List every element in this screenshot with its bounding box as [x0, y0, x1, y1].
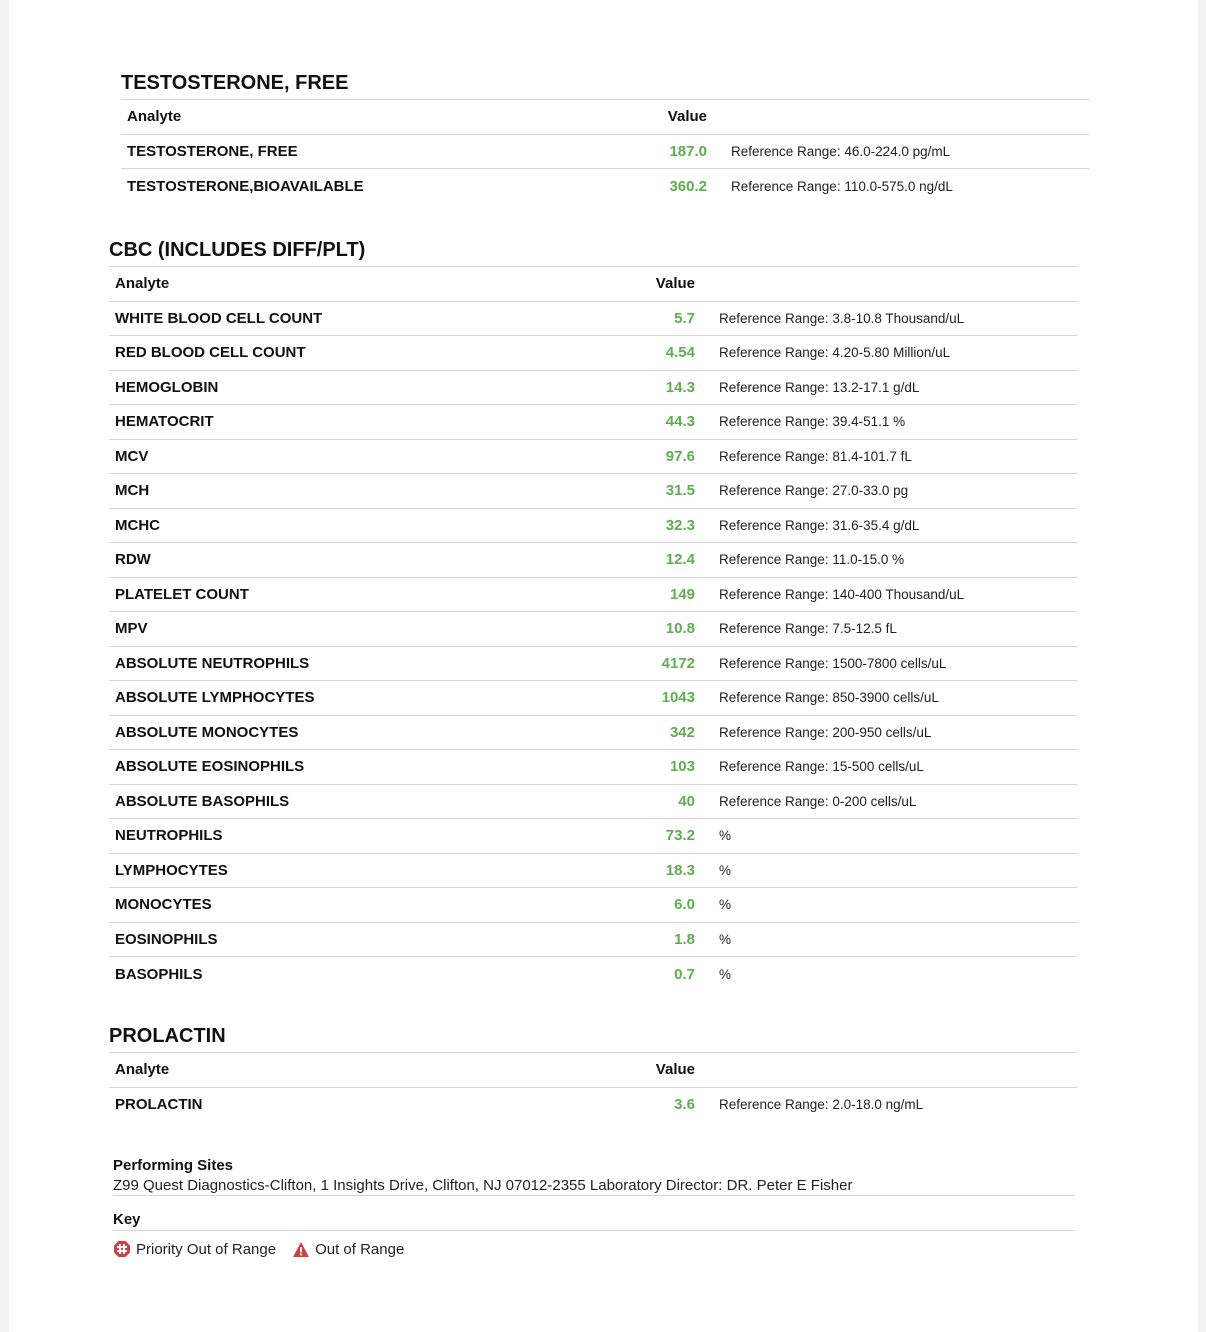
- analyte-name: HEMOGLOBIN: [115, 378, 219, 396]
- legend-item-priority: [113, 1240, 276, 1258]
- table-row: [109, 716, 1077, 751]
- table-header-row: [109, 1053, 1077, 1088]
- reference-range: %: [719, 897, 732, 913]
- table-row: [109, 302, 1077, 337]
- analyte-name: ABSOLUTE LYMPHOCYTES: [115, 689, 315, 707]
- analyte-value: 1.8: [674, 930, 695, 948]
- reference-range: Reference Range: 15-500 cells/uL: [719, 759, 924, 775]
- analyte-value: 31.5: [665, 482, 695, 500]
- analyte-name: LYMPHOCYTES: [115, 861, 228, 879]
- table-row: [109, 1088, 1077, 1123]
- legend-label: Priority Out of Range: [136, 1240, 277, 1258]
- analyte-name: TESTOSTERONE, FREE: [127, 142, 298, 160]
- table-row: [109, 750, 1077, 785]
- reference-range: %: [719, 966, 732, 982]
- reference-range: %: [719, 828, 732, 844]
- legend: [113, 1233, 1075, 1265]
- analyte-name: ABSOLUTE NEUTROPHILS: [115, 654, 310, 672]
- analyte-name: MCH: [115, 482, 150, 500]
- reference-range: Reference Range: 39.4-51.1 %: [719, 414, 906, 430]
- analyte-value: 0.7: [674, 965, 695, 983]
- table-row: [109, 371, 1077, 406]
- reference-range: Reference Range: 200-950 cells/uL: [719, 724, 932, 740]
- table-row: [109, 405, 1077, 440]
- analyte-name: BASOPHILS: [115, 965, 203, 983]
- analyte-value: 1043: [661, 689, 695, 707]
- table-row: [109, 681, 1077, 716]
- table-row: [109, 336, 1077, 371]
- reference-range: Reference Range: 1500-7800 cells/uL: [719, 655, 947, 671]
- table-row: [109, 647, 1077, 682]
- analyte-name: NEUTROPHILS: [115, 827, 223, 845]
- value-header: Value: [655, 1061, 695, 1079]
- table-row: [109, 957, 1077, 992]
- reference-range: Reference Range: 2.0-18.0 ng/mL: [719, 1097, 924, 1113]
- legend-item-out-of-range: [292, 1241, 404, 1258]
- section-cbc: [109, 233, 1077, 992]
- key-title: Key: [113, 1208, 1075, 1231]
- reference-range: Reference Range: 11.0-15.0 %: [719, 552, 905, 568]
- reference-range: %: [719, 862, 732, 878]
- report-page: [9, 0, 1198, 1332]
- analyte-value: 360.2: [669, 177, 707, 195]
- analyte-value: 4.54: [665, 344, 695, 362]
- analyte-name: ABSOLUTE BASOPHILS: [115, 792, 290, 810]
- performing-sites-title: Performing Sites: [113, 1157, 234, 1174]
- table-header-row: [121, 100, 1089, 135]
- analyte-name: MCHC: [115, 516, 160, 534]
- analyte-name: PLATELET COUNT: [115, 585, 249, 603]
- analyte-value: 342: [669, 723, 695, 741]
- analyte-name: TESTOSTERONE,BIOAVAILABLE: [127, 177, 364, 195]
- analyte-name: MPV: [115, 620, 148, 638]
- analyte-name: WHITE BLOOD CELL COUNT: [115, 309, 323, 327]
- analyte-name: ABSOLUTE MONOCYTES: [115, 723, 299, 741]
- analyte-name: EOSINOPHILS: [115, 930, 218, 948]
- analyte-header: Analyte: [115, 1061, 170, 1079]
- analyte-value: 6.0: [674, 896, 695, 914]
- reference-range: Reference Range: 46.0-224.0 pg/mL: [731, 143, 951, 159]
- analyte-name: ABSOLUTE EOSINOPHILS: [115, 758, 305, 776]
- table-row: [109, 888, 1077, 923]
- table-row: [109, 474, 1077, 509]
- legend-label: Out of Range: [315, 1240, 405, 1258]
- table-row: [121, 135, 1089, 170]
- section-testosterone-free: [121, 66, 1089, 204]
- analyte-value: 40: [678, 792, 695, 810]
- analyte-name: PROLACTIN: [115, 1096, 203, 1114]
- reference-range: Reference Range: 3.8-10.8 Thousand/uL: [719, 310, 965, 326]
- analyte-name: HEMATOCRIT: [115, 413, 214, 431]
- reference-range: Reference Range: 110.0-575.0 ng/dL: [731, 178, 953, 194]
- priority-out-of-range-icon: [113, 1240, 131, 1258]
- analyte-value: 5.7: [674, 309, 695, 327]
- analyte-value: 18.3: [665, 861, 695, 879]
- table-row: [109, 440, 1077, 475]
- analyte-header: Analyte: [115, 275, 170, 293]
- cbc-rows: [109, 302, 1077, 992]
- table-row: [109, 923, 1077, 958]
- analyte-name: MONOCYTES: [115, 896, 212, 914]
- analyte-value: 32.3: [665, 516, 695, 534]
- table-row: [109, 785, 1077, 820]
- out-of-range-icon: [292, 1241, 310, 1258]
- analyte-value: 149: [669, 585, 695, 603]
- reference-range: Reference Range: 81.4-101.7 fL: [719, 448, 912, 464]
- section-title: PROLACTIN: [109, 1019, 1077, 1053]
- reference-range: Reference Range: 27.0-33.0 pg: [719, 483, 909, 499]
- reference-range: Reference Range: 0-200 cells/uL: [719, 793, 917, 809]
- table-row: [109, 612, 1077, 647]
- analyte-value: 3.6: [674, 1096, 695, 1114]
- table-row: [121, 169, 1089, 204]
- table-row: [109, 543, 1077, 578]
- reference-range: Reference Range: 140-400 Thousand/uL: [719, 586, 965, 602]
- analyte-value: 73.2: [665, 827, 695, 845]
- performing-sites-text: Z99 Quest Diagnostics-Clifton, 1 Insights Drive, Clifton, NJ 07012-2355 Laboratory Director: DR. Peter E Fisher: [113, 1176, 1075, 1196]
- analyte-name: RDW: [115, 551, 151, 569]
- table-row: [109, 509, 1077, 544]
- table-row: [109, 578, 1077, 613]
- analyte-value: 14.3: [665, 378, 695, 396]
- section-title: TESTOSTERONE, FREE: [121, 66, 1089, 100]
- analyte-value: 10.8: [665, 620, 695, 638]
- reference-range: Reference Range: 4.20-5.80 Million/uL: [719, 345, 951, 361]
- analyte-header: Analyte: [127, 108, 182, 126]
- reference-range: Reference Range: 31.6-35.4 g/dL: [719, 517, 920, 533]
- reference-range: Reference Range: 7.5-12.5 fL: [719, 621, 897, 637]
- section-prolactin: [109, 1019, 1077, 1122]
- reference-range: %: [719, 931, 732, 947]
- report-footer: [113, 1155, 1075, 1265]
- table-row: [109, 819, 1077, 854]
- analyte-value: 4172: [661, 654, 695, 672]
- value-header: Value: [655, 275, 695, 293]
- table-row: [109, 854, 1077, 889]
- table-header-row: [109, 267, 1077, 302]
- analyte-value: 44.3: [665, 413, 695, 431]
- analyte-name: RED BLOOD CELL COUNT: [115, 344, 306, 362]
- section-title: CBC (INCLUDES DIFF/PLT): [109, 233, 1077, 267]
- analyte-value: 187.0: [669, 142, 707, 160]
- reference-range: Reference Range: 13.2-17.1 g/dL: [719, 379, 920, 395]
- reference-range: Reference Range: 850-3900 cells/uL: [719, 690, 939, 706]
- analyte-value: 103: [669, 758, 695, 776]
- analyte-value: 97.6: [665, 447, 695, 465]
- analyte-name: MCV: [115, 447, 149, 465]
- value-header: Value: [667, 108, 707, 126]
- analyte-value: 12.4: [665, 551, 695, 569]
